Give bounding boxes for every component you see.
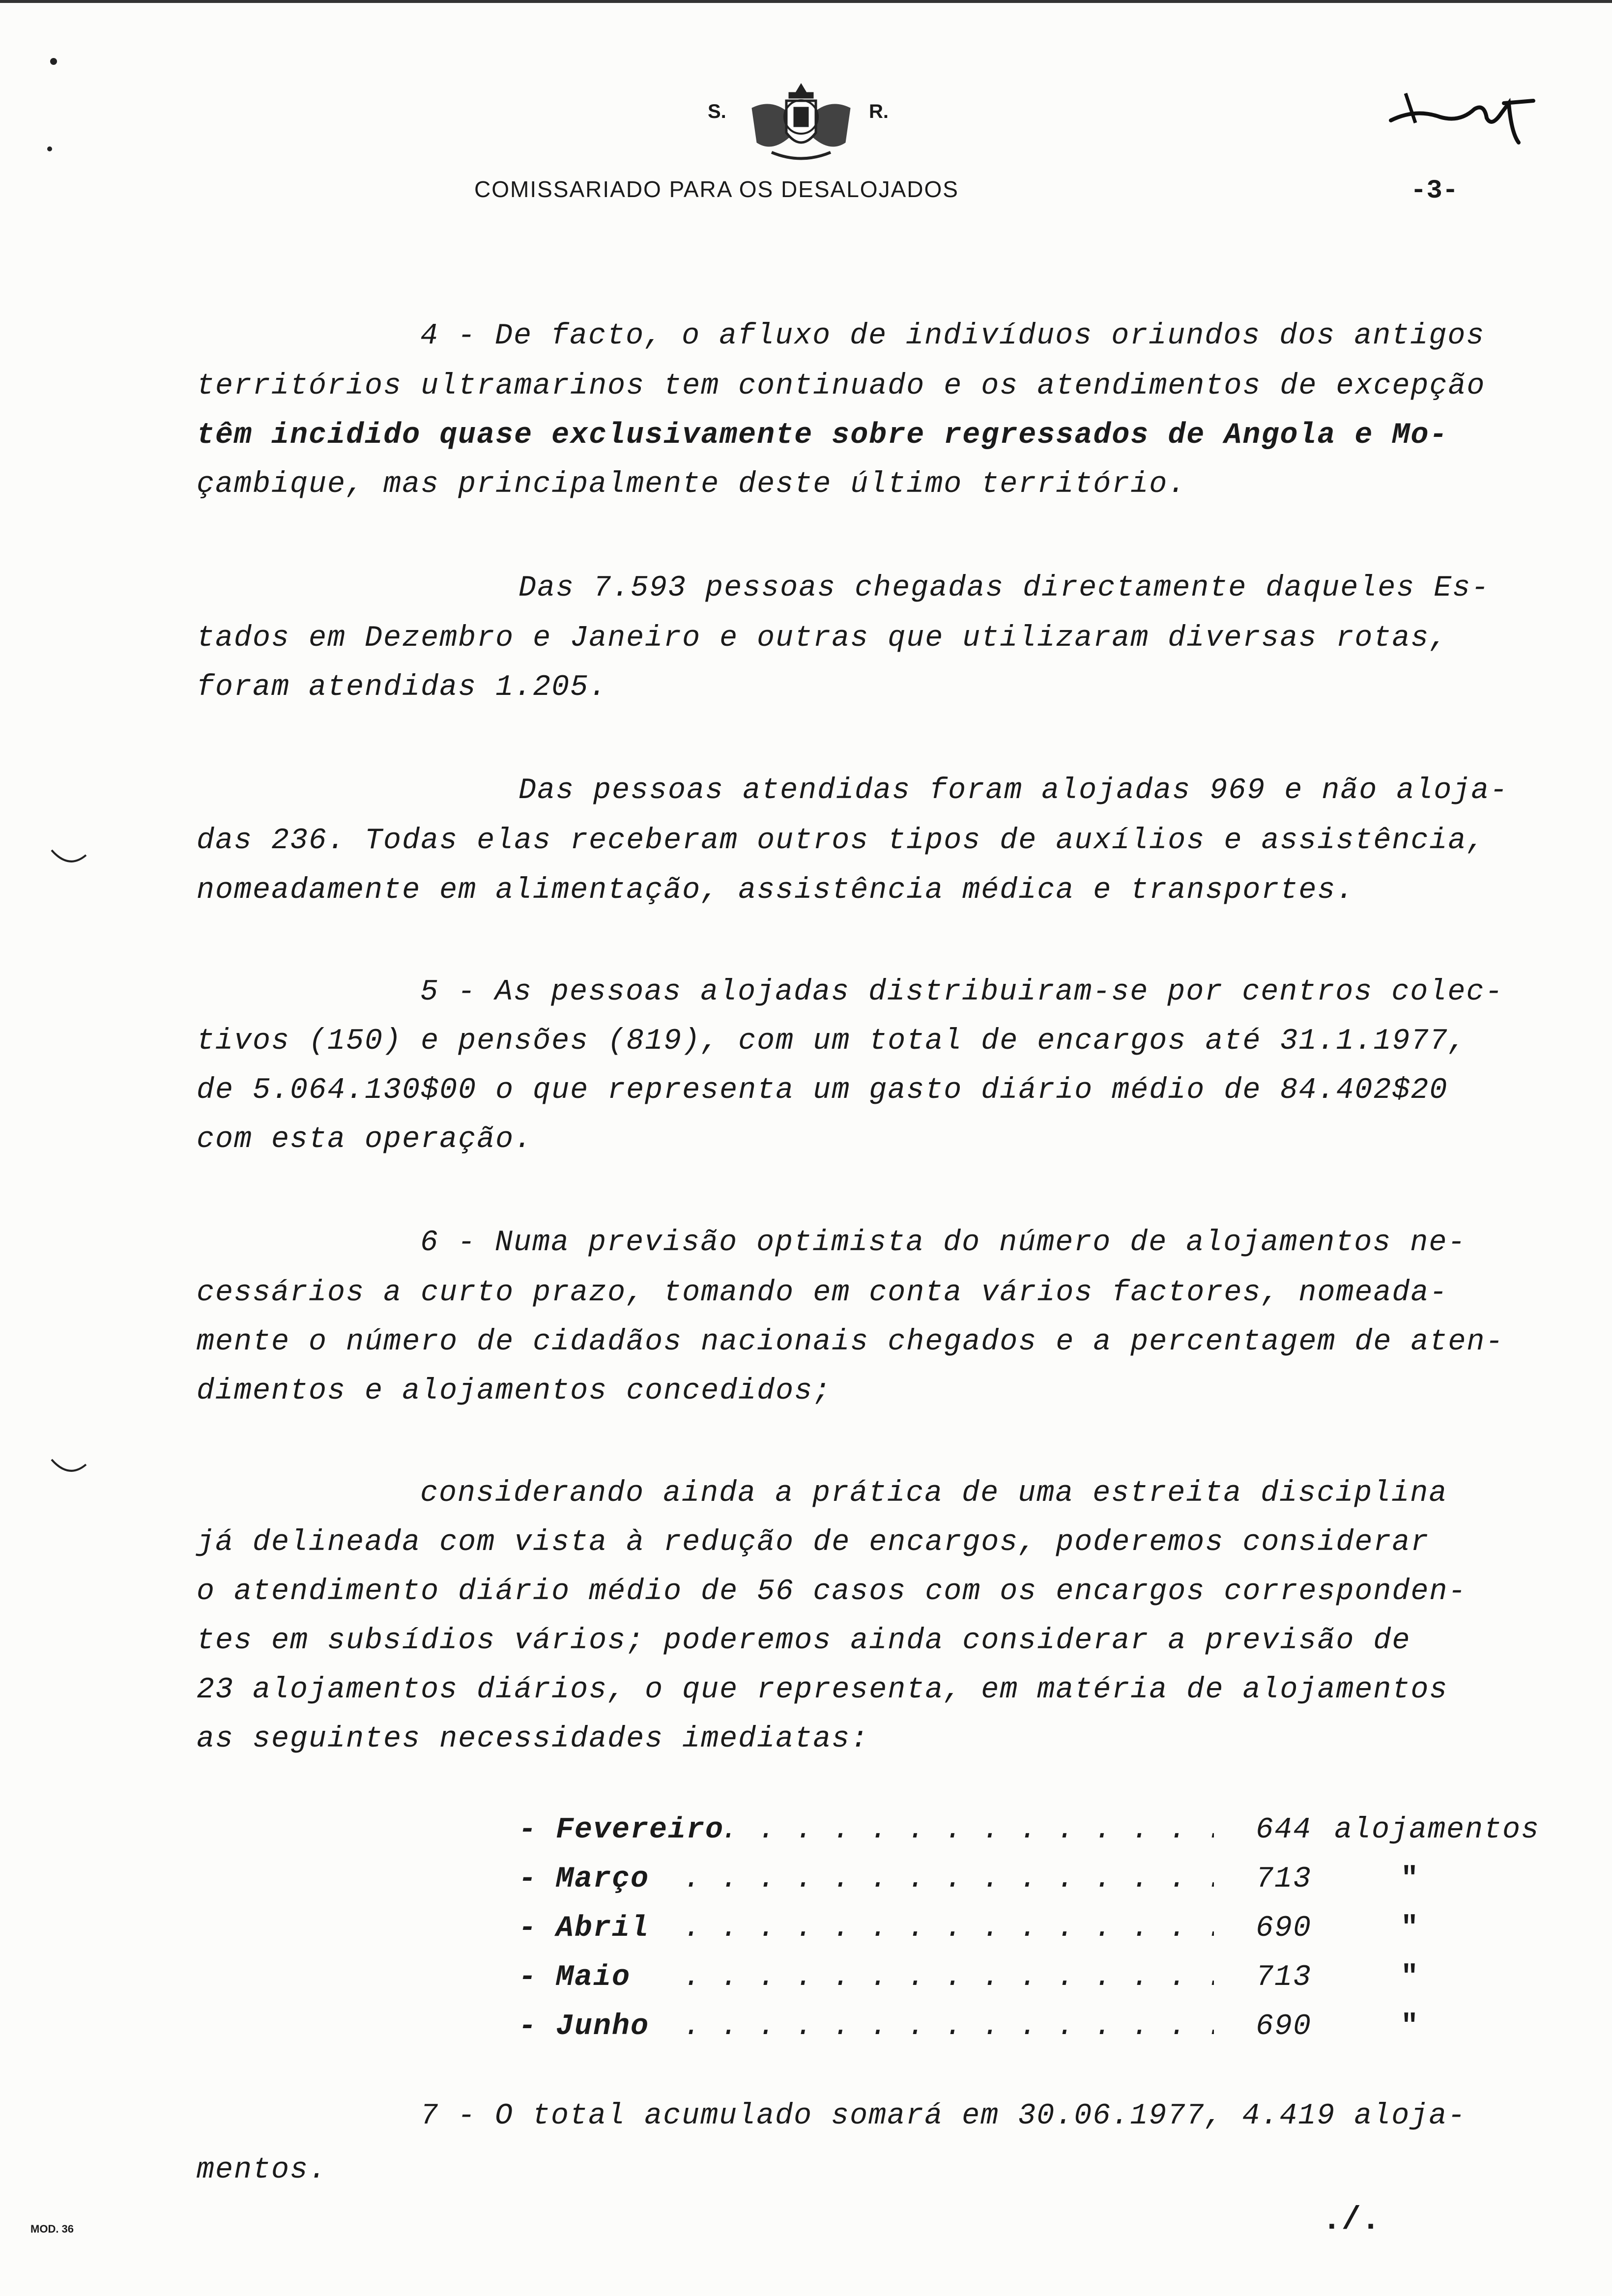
punch-hole-mark: [49, 1455, 88, 1484]
p5-line-1: 5 - As pessoas alojadas distribuiram-se por centros colec-: [420, 976, 1504, 1009]
table-row-leader: [683, 2010, 1214, 2043]
table-row-ditto: ": [1401, 2010, 1420, 2043]
p4b-line-2: tados em Dezembro e Janeiro e outras que utilizaram diversas rotas,: [197, 622, 1448, 655]
p4c-line-1: Das pessoas atendidas foram alojadas 969 e não aloja-: [518, 774, 1509, 807]
table-row-month: - Maio: [518, 1961, 631, 1994]
p4-line-1: 4 - De facto, o afluxo de indivíduos oriundos dos antigos: [420, 319, 1485, 353]
p6b-line-6: as seguintes necessidades imediatas:: [197, 1722, 869, 1756]
header-letter-s: S.: [708, 101, 726, 122]
form-code: MOD. 36: [30, 2223, 74, 2235]
p5-line-2: tivos (150) e pensões (819), com um total de encargos até 31.1.1977,: [197, 1025, 1467, 1058]
p4-line-4: çambique, mas principalmente deste último território.: [197, 468, 1187, 501]
table-row-month: - Março: [518, 1863, 650, 1896]
p6-line-1: 6 - Numa previsão optimista do número de alojamentos ne-: [420, 1226, 1467, 1260]
p4b-line-3: foram atendidas 1.205.: [197, 671, 608, 704]
table-row-ditto: ": [1401, 1863, 1420, 1896]
table-row-leader: [683, 1912, 1214, 1945]
p6b-line-4: tes em subsídios vários; poderemos ainda considerar a previsão de: [197, 1624, 1411, 1658]
table-row-value: 713: [1256, 1863, 1312, 1896]
coat-of-arms-icon: [742, 79, 860, 165]
p7-line-1: 7 - O total acumulado somará em 30.06.1977, 4.419 aloja-: [420, 2099, 1467, 2133]
p5-line-4: com esta operação.: [197, 1123, 533, 1156]
table-row-ditto: ": [1401, 1912, 1420, 1945]
table-row-value: 690: [1256, 2010, 1312, 2043]
table-row-month: - Fevereiro: [518, 1813, 724, 1847]
continuation-mark: ./.: [1322, 2202, 1381, 2239]
p6b-line-3: o atendimento diário médio de 56 casos com os encargos corresponden-: [197, 1575, 1467, 1608]
punch-hole-mark: [49, 845, 88, 875]
p6b-line-5: 23 alojamentos diários, o que representa, em matéria de alojamentos: [197, 1673, 1448, 1707]
p6b-line-2: já delineada com vista à redução de encargos, poderemos considerar: [197, 1526, 1430, 1559]
handwritten-signature: [1386, 74, 1538, 162]
table-row-leader: [683, 1813, 1214, 1847]
p4b-line-1: Das 7.593 pessoas chegadas directamente daqueles Es-: [518, 572, 1490, 605]
p4c-line-2: das 236. Todas elas receberam outros tipos de auxílios e assistência,: [197, 824, 1486, 858]
table-row-ditto: ": [1401, 1961, 1420, 1994]
p5-line-3: de 5.064.130$00 o que representa um gasto diário médio de 84.402$20: [197, 1074, 1448, 1107]
p4-line-2: territórios ultramarinos tem continuado e os atendimentos de excepção: [197, 370, 1486, 403]
table-row-month: - Junho: [518, 2010, 650, 2043]
table-row-leader: [683, 1863, 1214, 1896]
table-row-unit: alojamentos: [1334, 1813, 1540, 1847]
page-number: -3-: [1410, 176, 1459, 206]
table-row-value: 713: [1256, 1961, 1312, 1994]
table-row-value: 690: [1256, 1912, 1312, 1945]
p6-line-3: mente o número de cidadãos nacionais chegados e a percentagem de aten-: [197, 1325, 1504, 1359]
p6-line-4: dimentos e alojamentos concedidos;: [197, 1375, 832, 1408]
table-row-leader: [683, 1961, 1214, 1994]
table-row-value: 644: [1256, 1813, 1312, 1847]
p4-line-3: têm incidido quase exclusivamente sobre regressados de Angola e Mo-: [197, 419, 1448, 452]
p6-line-2: cessários a curto prazo, tomando em conta vários factores, nomeada-: [197, 1276, 1448, 1310]
p6b-line-1: considerando ainda a prática de uma estreita disciplina: [420, 1477, 1448, 1510]
p7-line-2: mentos.: [197, 2153, 328, 2187]
margin-mark: [47, 146, 52, 151]
table-row-month: - Abril: [518, 1912, 650, 1945]
office-heading: COMISSARIADO PARA OS DESALOJADOS: [474, 176, 959, 202]
margin-mark: [50, 58, 57, 65]
header-letter-r: R.: [869, 101, 889, 122]
p4c-line-3: nomeadamente em alimentação, assistência médica e transportes.: [197, 874, 1355, 907]
top-rule: [0, 0, 1612, 3]
